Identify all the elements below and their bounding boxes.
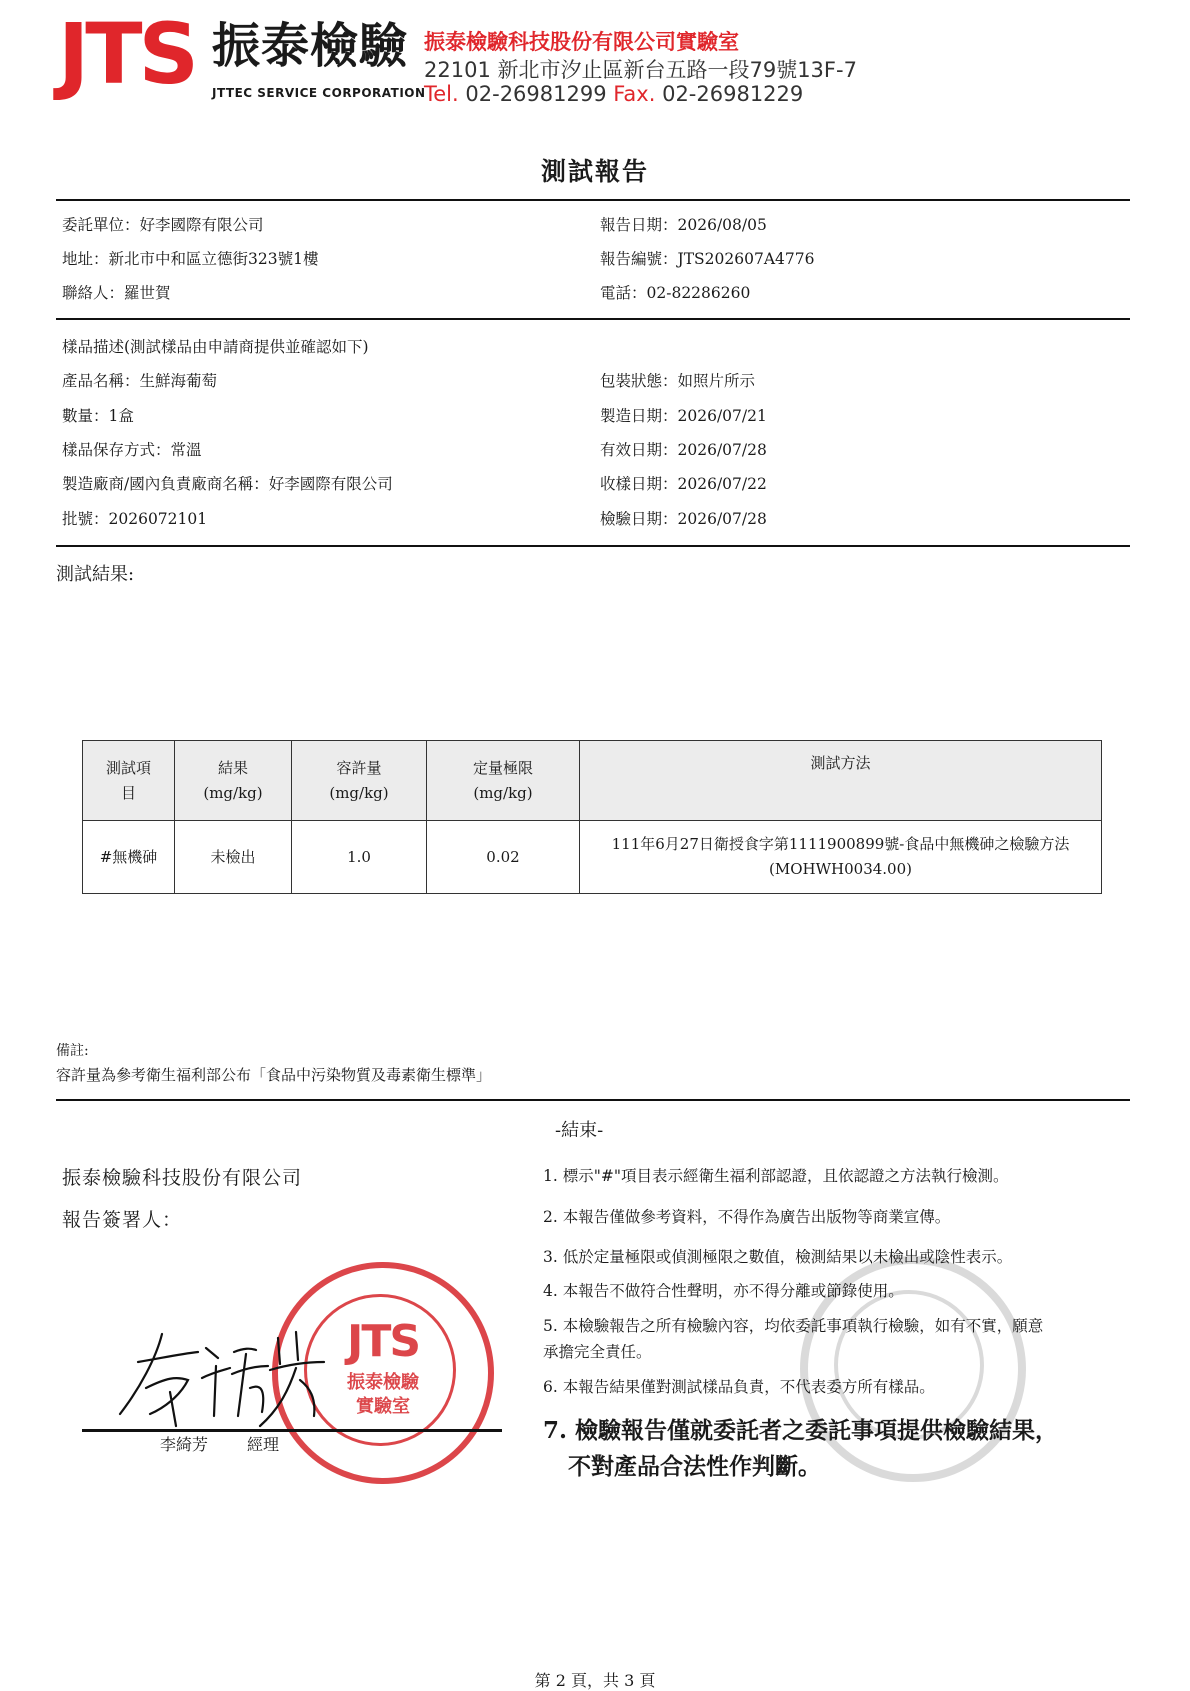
client-unit: 委託單位：好李國際有限公司: [62, 216, 264, 234]
cell-allowance: 1.0: [292, 821, 427, 894]
packaging-status: 包裝狀態：如照片所示: [600, 372, 756, 390]
fax-number: 02-26981229: [662, 82, 804, 106]
divider: [56, 1099, 1130, 1101]
company-logo-chinese: 振泰檢驗: [212, 18, 409, 74]
remarks-label: 備註:: [56, 1043, 89, 1059]
signature-line: [82, 1429, 502, 1432]
note-2: 2. 本報告僅做參考資料，不得作為廣告出版物等商業宣傳。: [543, 1208, 951, 1226]
lab-address: 22101 新北市汐止區新台五路一段79號13F-7: [424, 58, 857, 82]
cell-test-method: 111年6月27日衛授食字第1111900899號-食品中無機砷之檢驗方法(MOHWH0034.00): [580, 821, 1102, 894]
stamp-logo: JTS: [346, 1316, 420, 1367]
company-name: 振泰檢驗科技股份有限公司: [62, 1167, 303, 1189]
company-logo-english: JTTEC SERVICE CORPORATION: [212, 86, 426, 100]
fax-label: Fax.: [613, 82, 656, 106]
note-4: 4. 本報告不做符合性聲明，亦不得分離或節錄使用。: [543, 1282, 904, 1300]
note-1: 1. 標示"#"項目表示經衛生福利部認證，且依認證之方法執行檢測。: [543, 1167, 1009, 1185]
client-phone: 電話：02-82286260: [600, 284, 751, 302]
lot-number: 批號：2026072101: [62, 510, 208, 528]
table-header-row: [83, 741, 1102, 821]
results-table: [82, 740, 1102, 894]
divider: [56, 318, 1130, 320]
stamp-line-2: 實驗室: [356, 1396, 410, 1417]
page-footer: 第 2 頁，共 3 頁: [534, 1671, 656, 1690]
header-quant-limit: 定量極限(mg/kg): [427, 741, 580, 821]
lab-name: 振泰檢驗科技股份有限公司實驗室: [424, 30, 739, 54]
test-date: 檢驗日期：2026/07/28: [600, 510, 767, 528]
note-7: 7. 檢驗報告僅就委託者之委託事項提供檢驗結果，: [543, 1417, 1059, 1444]
end-mark: -結束-: [555, 1120, 604, 1141]
client-contact: 聯絡人：羅世賀: [62, 284, 171, 302]
remarks-text: 容許量為參考衛生福利部公布「食品中污染物質及毒素衛生標準」: [56, 1066, 492, 1084]
product-name: 產品名稱：生鮮海葡萄: [62, 372, 218, 390]
cell-test-item: #無機砷: [83, 821, 175, 894]
document-title: 測試報告: [540, 157, 649, 186]
tel-number: 02-26981299: [465, 82, 607, 106]
divider: [56, 199, 1130, 201]
lab-contact: [424, 82, 803, 106]
cell-quant-limit: 0.02: [427, 821, 580, 894]
header-allowance: 容許量(mg/kg): [292, 741, 427, 821]
results-label: 測試結果:: [56, 564, 135, 585]
note-6: 6. 本報告結果僅對測試樣品負責，不代表委方所有樣品。: [543, 1378, 935, 1396]
signer-name: 李綺芳: [160, 1435, 209, 1454]
sample-heading: 樣品描述(測試樣品由申請商提供並確認如下): [62, 338, 369, 356]
manufacturer: 製造廠商/國內負責廠商名稱：好李國際有限公司: [62, 475, 393, 493]
sample-quantity: 數量：1盒: [62, 407, 134, 425]
signer-title: 經理: [247, 1435, 280, 1454]
report-number: 報告編號：JTS202607A4776: [600, 250, 815, 268]
note-5-cont: 承擔完全責任。: [543, 1343, 652, 1361]
signer-label: 報告簽署人：: [62, 1209, 183, 1231]
header-test-item: 測試項目: [83, 741, 175, 821]
client-address: 地址：新北市中和區立德街323號1樓: [62, 250, 319, 268]
cell-result: 未檢出: [175, 821, 292, 894]
jts-logo-mark: JTS: [58, 5, 196, 103]
header-result: 結果(mg/kg): [175, 741, 292, 821]
note-7-cont: 不對產品合法性作判斷。: [568, 1453, 821, 1480]
tel-label: Tel.: [424, 82, 459, 106]
report-date: 報告日期：2026/08/05: [600, 216, 767, 234]
note-3: 3. 低於定量極限或偵測極限之數值，檢測結果以未檢出或陰性表示。: [543, 1248, 1013, 1266]
sample-storage: 樣品保存方式：常溫: [62, 441, 202, 459]
receive-date: 收樣日期：2026/07/22: [600, 475, 767, 493]
divider: [56, 545, 1130, 547]
header-test-method: 測試方法: [580, 741, 1102, 821]
table-row: [83, 821, 1102, 894]
note-5: 5. 本檢驗報告之所有檢驗內容，均依委託事項執行檢驗，如有不實，願意: [543, 1317, 1044, 1335]
stamp-line-1: 振泰檢驗: [347, 1372, 419, 1393]
handwritten-signature: [110, 1318, 340, 1438]
manufacture-date: 製造日期：2026/07/21: [600, 407, 767, 425]
expiry-date: 有效日期：2026/07/28: [600, 441, 767, 459]
